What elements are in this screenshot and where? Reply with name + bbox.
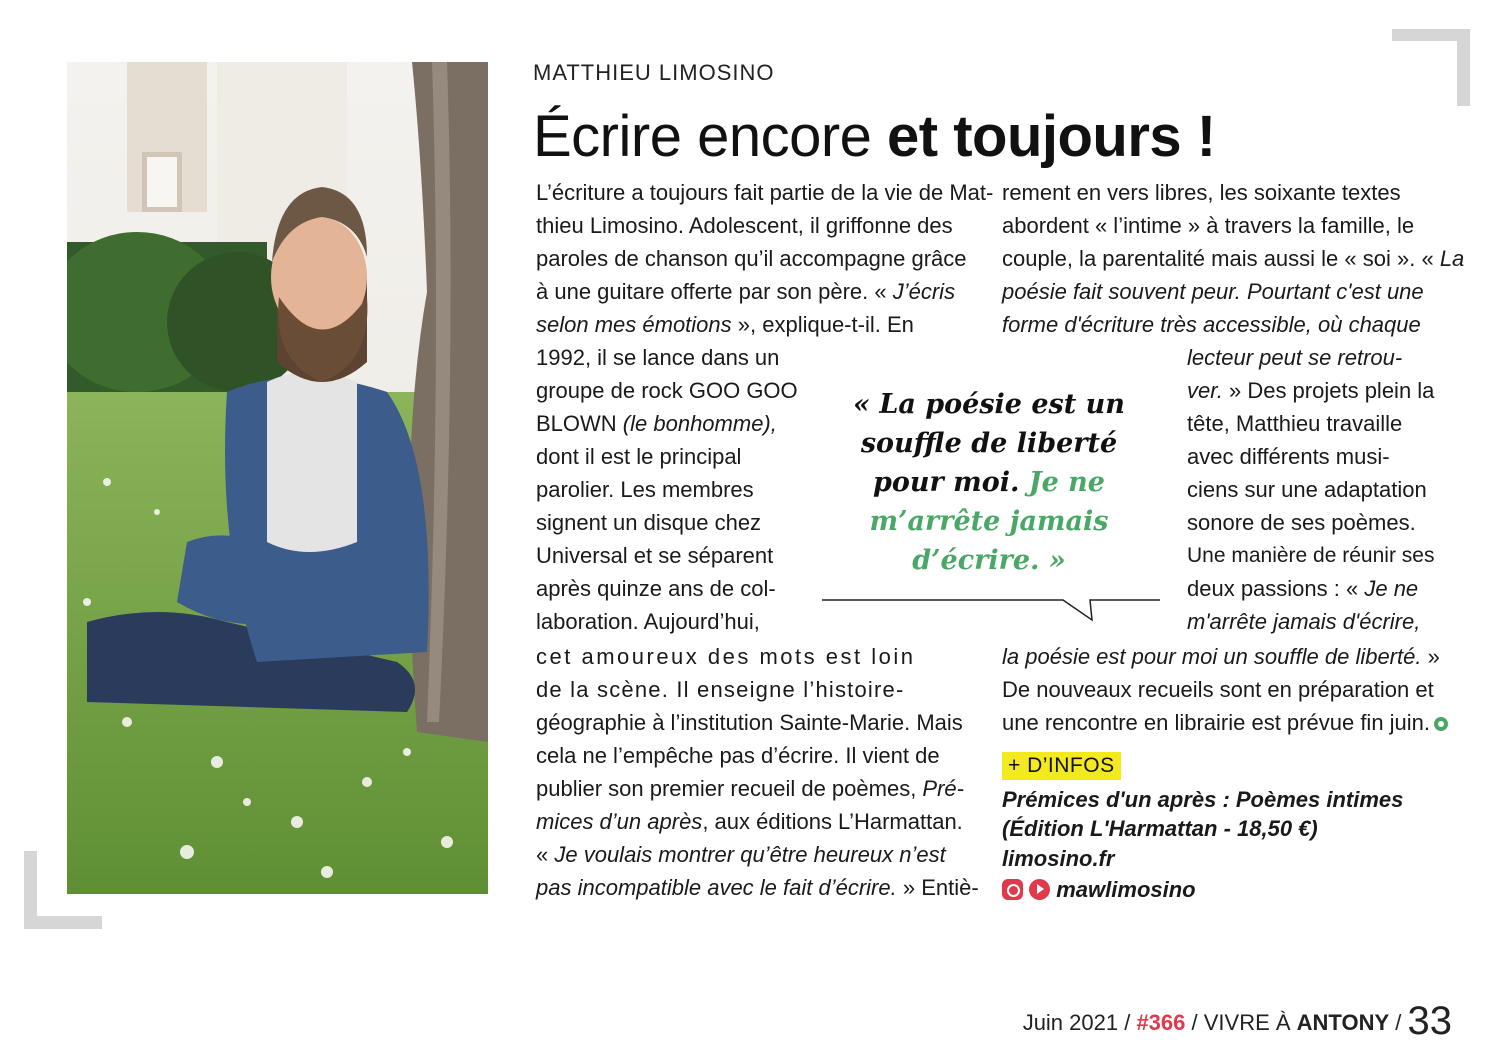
youtube-icon[interactable] (1029, 879, 1050, 900)
website-link[interactable]: limosino.fr (1002, 846, 1115, 871)
corner-bracket-top-right-vertical (1457, 29, 1470, 106)
body-line: tête, Matthieu travaille (1187, 411, 1403, 436)
body-line: BLOWN (le bonhomme), (536, 411, 777, 436)
portrait-photo (67, 62, 488, 894)
social-handle[interactable]: mawlimosino (1056, 877, 1196, 902)
social-line (1002, 876, 1196, 903)
body-line: rement en vers libres, les soixante textes (1002, 180, 1401, 205)
body-line: cela ne l’empêche pas d’écrire. Il vient de (536, 743, 940, 768)
pull-quote-line: m’arrête jamais (869, 506, 1109, 537)
body-line: ciens sur une adaptation (1187, 477, 1427, 502)
speech-bubble-tail-icon (820, 595, 1162, 625)
pull-quote-line: « La poésie est un (853, 389, 1125, 420)
corner-bracket-bottom-left-horizontal (24, 916, 102, 929)
body-line: Universal et se séparent (536, 543, 774, 568)
body-line: dont il est le principal (536, 444, 742, 469)
pull-quote (826, 385, 1152, 580)
infos-badge: + D’INFOS (1002, 752, 1121, 780)
body-line: m'arrête jamais d'écrire, (1187, 609, 1421, 634)
footer-date: Juin 2021 / (1022, 1010, 1137, 1035)
page-footer (1022, 995, 1452, 1043)
body-line: signent un disque chez (536, 510, 762, 535)
instagram-icon[interactable] (1002, 879, 1023, 900)
footer-issue: #366 (1136, 1010, 1186, 1035)
body-line: couple, la parentalité mais aussi le « soi ». « La (1002, 246, 1465, 271)
body-line: paroles de chanson qu’il accompagne grâce (536, 246, 967, 271)
body-line: de la scène. Il enseigne l’histoire- (536, 677, 905, 702)
body-line: une rencontre en librairie est prévue fin juin. (1002, 706, 1448, 739)
body-line: lecteur peut se retrou- (1187, 345, 1403, 370)
body-line: pas incompatible avec le fait d’écrire. » Entiè- (536, 875, 979, 900)
body-line: poésie fait souvent peur. Pourtant c'est une (1002, 279, 1424, 304)
body-line: publier son premier recueil de poèmes, Pré- (536, 776, 964, 801)
body-line: géographie à l’institution Sainte-Marie. Mais (536, 710, 963, 735)
body-line: à une guitare offerte par son père. « J’écris (536, 279, 956, 304)
page-number: 33 (1407, 999, 1452, 1043)
book-title: Prémices d'un après : Poèmes intimes (1002, 787, 1404, 812)
body-line: cet amoureux des mots est loin (536, 644, 916, 669)
body-line: 1992, il se lance dans un (536, 345, 780, 370)
body-line: mices d’un après, aux éditions L’Harmattan. (536, 809, 963, 834)
body-line: forme d'écriture très accessible, où chaque (1002, 312, 1421, 337)
body-line: la poésie est pour moi un souffle de liberté. » (1002, 644, 1440, 669)
body-line: deux passions : « Je ne (1187, 576, 1419, 601)
body-line: abordent « l’intime » à travers la famille, le (1002, 213, 1415, 238)
body-line: groupe de rock GOO GOO (536, 378, 798, 403)
pull-quote-line: d’écrire. » (912, 545, 1066, 576)
footer-separator: / (1389, 1010, 1408, 1035)
pull-quote-line: souffle de liberté (860, 428, 1118, 459)
headline-light: Écrire encore (533, 104, 888, 169)
footer-mag-name: ANTONY (1296, 1010, 1390, 1035)
book-edition: (Édition L'Harmattan - 18,50 €) (1002, 816, 1318, 841)
headline-bold: et toujours ! (887, 104, 1216, 169)
body-line: « Je voulais montrer qu’être heureux n’est (536, 842, 946, 867)
end-of-article-icon (1434, 717, 1448, 731)
body-line: De nouveaux recueils sont en préparation et (1002, 677, 1434, 702)
article-kicker: MATTHIEU LIMOSINO (533, 60, 775, 85)
body-line: ver. » Des projets plein la (1187, 378, 1435, 403)
pull-quote-line: pour moi. Je ne (873, 467, 1105, 498)
footer-mag-prefix: / VIVRE À (1185, 1010, 1297, 1035)
body-line: Une manière de réunir ses (1187, 544, 1435, 567)
body-line: selon mes émotions », explique-t-il. En (536, 312, 914, 337)
body-line: sonore de ses poèmes. (1187, 510, 1416, 535)
body-line: avec différents musi- (1187, 444, 1390, 469)
body-line: L’écriture a toujours fait partie de la vie de Mat- (536, 180, 994, 205)
body-line: thieu Limosino. Adolescent, il griffonne des (536, 213, 953, 238)
body-line: parolier. Les membres (536, 477, 754, 502)
article-headline (533, 102, 1216, 172)
body-line: laboration. Aujourd’hui, (536, 609, 760, 634)
body-line: après quinze ans de col- (536, 576, 776, 601)
